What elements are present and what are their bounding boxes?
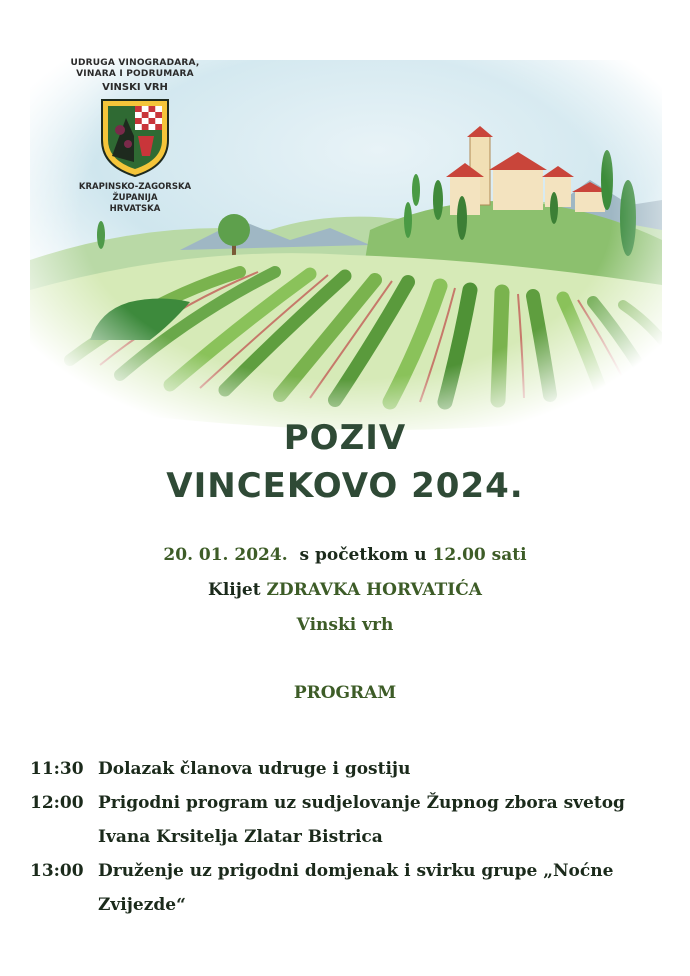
program-item-text: Prigodni program uz sudjelovanje Župnog zbora svetog Ivana Krsitelja Zlatar Bistrica [98, 793, 625, 847]
event-date: 20. 01. 2024. [163, 545, 288, 565]
org-region-2: HRVATSKA [109, 204, 161, 214]
coat-of-arms-icon [98, 96, 172, 178]
event-title: VINCEKOVO 2024. [166, 466, 524, 506]
program-item-time: 12:00 [30, 793, 84, 813]
org-line-1: UDRUGA VINOGRADARA, [70, 58, 200, 68]
org-region-1: KRAPINSKO-ZAGORSKA ŽUPANIJA [78, 182, 192, 203]
org-name: VINSKI VRH [102, 82, 168, 93]
program-item-time: 11:30 [30, 759, 84, 779]
event-start-text: s početkom u [299, 545, 427, 565]
event-place: Vinski vrh [296, 615, 394, 635]
program-item-time: 13:00 [30, 861, 84, 881]
event-time: 12.00 sati [432, 545, 527, 565]
program-item-text: Druženje uz prigodni domjenak i svirku grupe „Noćne Zvijezde“ [98, 861, 614, 915]
venue-line [0, 580, 690, 600]
organization-logo-block [60, 58, 210, 215]
event-date-line [0, 545, 690, 565]
program-heading: PROGRAM [293, 683, 397, 703]
org-line-2: VINARA I PODRUMARA [76, 69, 194, 79]
program-item-text: Dolazak članova udruge i gostiju [98, 759, 411, 779]
invitation-title: POZIV [283, 418, 407, 458]
venue-label: Klijet [208, 580, 261, 600]
venue-name: ZDRAVKA HORVATIĆA [266, 580, 482, 600]
